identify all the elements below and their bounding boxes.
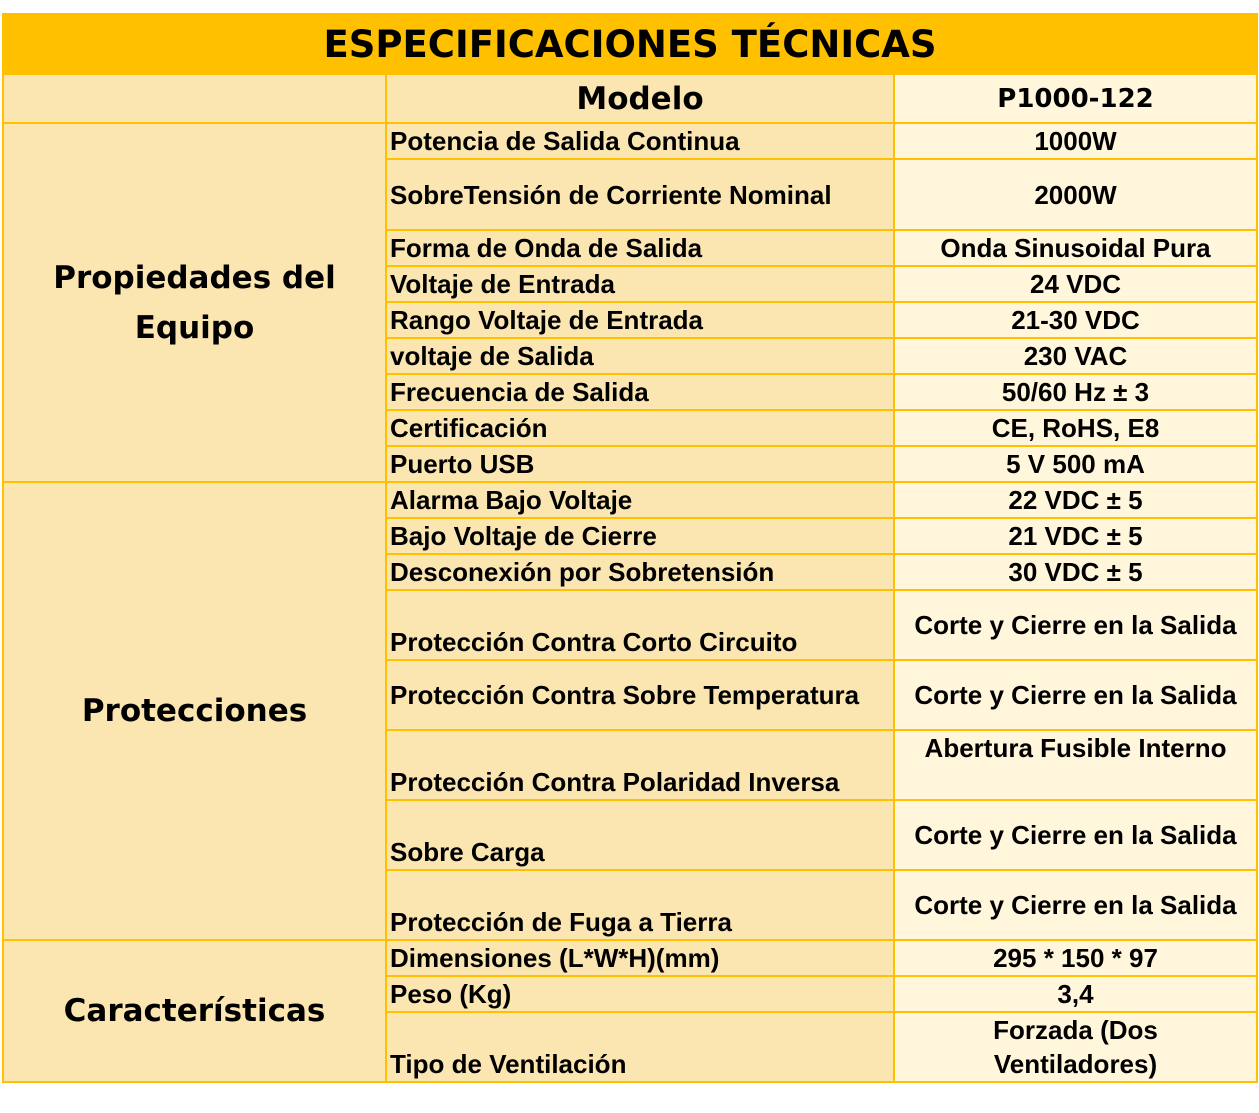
- section-protecciones: Protecciones: [3, 482, 386, 940]
- spec-label: Voltaje de Entrada: [386, 266, 894, 302]
- table-row: [3, 123, 1257, 159]
- spec-label: Protección de Fuga a Tierra: [386, 870, 894, 940]
- spec-label: Frecuencia de Salida: [386, 374, 894, 410]
- spec-table: [2, 13, 1258, 1083]
- table-title: ESPECIFICACIONES TÉCNICAS: [3, 14, 1257, 74]
- spec-value: Corte y Cierre en la Salida: [894, 660, 1257, 730]
- spec-value: Forzada (Dos Ventiladores): [894, 1012, 1257, 1082]
- spec-label: Protección Contra Polaridad Inversa: [386, 730, 894, 800]
- spec-value: CE, RoHS, E8: [894, 410, 1257, 446]
- title-row: [3, 14, 1257, 74]
- spec-value: 230 VAC: [894, 338, 1257, 374]
- spec-label: Protección Contra Sobre Temperatura: [386, 660, 894, 730]
- spec-label: Bajo Voltaje de Cierre: [386, 518, 894, 554]
- spec-label: Rango Voltaje de Entrada: [386, 302, 894, 338]
- spec-value: 21 VDC ± 5: [894, 518, 1257, 554]
- spec-label: SobreTensión de Corriente Nominal: [386, 159, 894, 230]
- spec-value: 21-30 VDC: [894, 302, 1257, 338]
- spec-label: Protección Contra Corto Circuito: [386, 590, 894, 660]
- spec-sheet: [2, 13, 1256, 1083]
- spec-value: 2000W: [894, 159, 1257, 230]
- spec-value: 295 * 150 * 97: [894, 940, 1257, 976]
- spec-label: Alarma Bajo Voltaje: [386, 482, 894, 518]
- spec-value: Corte y Cierre en la Salida: [894, 800, 1257, 870]
- spec-label: Puerto USB: [386, 446, 894, 482]
- spec-label: Sobre Carga: [386, 800, 894, 870]
- spec-value: 24 VDC: [894, 266, 1257, 302]
- spec-value: 1000W: [894, 123, 1257, 159]
- header-blank-cell: [3, 74, 386, 123]
- header-row: [3, 74, 1257, 123]
- spec-value: 50/60 Hz ± 3: [894, 374, 1257, 410]
- spec-label: voltaje de Salida: [386, 338, 894, 374]
- spec-label: Forma de Onda de Salida: [386, 230, 894, 266]
- section-propiedades: Propiedades del Equipo: [3, 123, 386, 482]
- spec-value: 5 V 500 mA: [894, 446, 1257, 482]
- spec-label: Dimensiones (L*W*H)(mm): [386, 940, 894, 976]
- header-model-value: P1000-122: [894, 74, 1257, 123]
- spec-label: Desconexión por Sobretensión: [386, 554, 894, 590]
- spec-value: Onda Sinusoidal Pura: [894, 230, 1257, 266]
- spec-value: 3,4: [894, 976, 1257, 1012]
- spec-value: 22 VDC ± 5: [894, 482, 1257, 518]
- spec-label: Certificación: [386, 410, 894, 446]
- header-model-label: Modelo: [386, 74, 894, 123]
- spec-value: Corte y Cierre en la Salida: [894, 870, 1257, 940]
- spec-label: Tipo de Ventilación: [386, 1012, 894, 1082]
- table-row: [3, 940, 1257, 976]
- spec-label: Potencia de Salida Continua: [386, 123, 894, 159]
- table-row: [3, 482, 1257, 518]
- section-caracteristicas: Características: [3, 940, 386, 1082]
- spec-label: Peso (Kg): [386, 976, 894, 1012]
- spec-value: Corte y Cierre en la Salida: [894, 590, 1257, 660]
- spec-value: 30 VDC ± 5: [894, 554, 1257, 590]
- spec-value: Abertura Fusible Interno: [894, 730, 1257, 800]
